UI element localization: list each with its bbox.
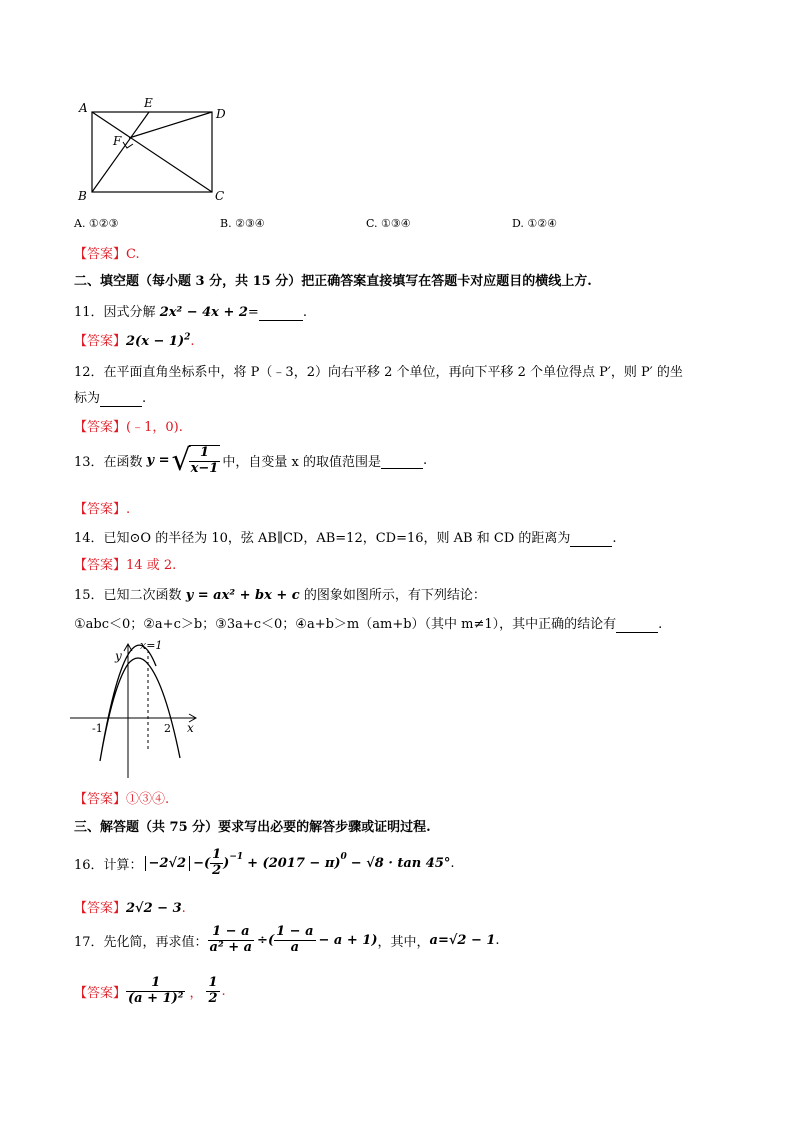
x-label: x — [187, 721, 194, 735]
q11-eq: = — [247, 305, 259, 320]
q16-rest: − √8 · tan 45° — [350, 855, 451, 871]
q17-answer-end: . — [221, 983, 226, 999]
q17-f1-den: a² + a — [209, 939, 253, 955]
q13-end: . — [422, 453, 428, 469]
q17-frac2 — [274, 925, 315, 956]
answer-label: 【答案】 — [74, 420, 127, 435]
q14-blank[interactable] — [570, 531, 612, 547]
q17-answer-f1-den: (a + 1)² — [128, 990, 184, 1006]
q17-value: a=√2 − 1 — [429, 932, 496, 948]
q12-answer: (﹣1，0). — [126, 420, 183, 435]
q13 — [74, 442, 428, 478]
label-f: F — [113, 134, 122, 148]
q16-term2: + (2017 − π) — [247, 855, 341, 871]
answer-label: 【答案】 — [74, 985, 127, 1001]
q17-div: ÷( — [257, 932, 275, 948]
label-b: B — [78, 189, 87, 203]
q11-end: . — [302, 305, 307, 320]
label-a: A — [79, 101, 88, 115]
q14 — [74, 527, 617, 547]
q13-fraction — [189, 445, 221, 477]
q16-exp0: 0 — [340, 852, 347, 862]
q17-answer-frac2 — [206, 976, 219, 1007]
option-d: D. ①②④ — [512, 217, 558, 230]
q12-blank[interactable] — [100, 391, 142, 407]
q11-blank[interactable] — [259, 305, 303, 321]
q16-prefix: 16．计算： — [74, 857, 143, 873]
y-label: y — [115, 649, 122, 663]
q16-abs: −2√2 — [145, 856, 191, 871]
q14-answer-line — [74, 554, 176, 573]
section3-heading: 三、解答题（共 75 分）要求写出必要的解答步骤或证明过程. — [74, 820, 431, 835]
q15-answer: ①③④. — [126, 792, 170, 807]
answer-label: 【答案】 — [74, 502, 127, 517]
option-a: A. ①②③ — [74, 217, 119, 230]
segment-fd — [129, 112, 212, 138]
diagonal-ac — [92, 112, 212, 192]
q15-line1 — [74, 584, 486, 603]
q13-den: x−1 — [190, 460, 219, 476]
q17-tail: − a + 1) — [318, 932, 378, 948]
geometry-figure — [70, 92, 240, 204]
q17-answer-sep: ， — [189, 985, 203, 1001]
q12-line2 — [74, 387, 146, 407]
q11-expr: 2x² − 4x + 2 — [159, 305, 248, 320]
q10-answer-line — [74, 243, 140, 262]
q17-answer-frac1 — [126, 976, 185, 1007]
parabola-graph — [68, 636, 208, 781]
q17-f2-den: a — [290, 939, 300, 955]
q10-answer: C. — [126, 247, 140, 262]
parabola-curve — [100, 645, 180, 761]
answer-label: 【答案】 — [74, 334, 127, 349]
q11-answer: 2(x − 1) — [126, 334, 185, 349]
q12-answer-line — [74, 416, 183, 435]
q17-frac1 — [208, 925, 255, 956]
label-d: D — [216, 107, 226, 121]
answer-label: 【答案】 — [74, 247, 127, 262]
q16-end: . — [450, 855, 455, 871]
q11 — [74, 301, 307, 321]
sqrt-sign: √ — [171, 442, 191, 478]
q13-y: y = — [146, 453, 170, 469]
q13-suffix: 中，自变量 x 的取值范围是 — [222, 455, 381, 471]
q15-expr: y = ax² + bx + c — [185, 588, 300, 603]
tick-neg1: -1 — [92, 722, 103, 735]
section2-heading: 二、填空题（每小题 3 分，共 15 分）把正确答案直接填写在答题卡对应题目的横线上方. — [74, 274, 592, 289]
q16-exp-neg1: −1 — [229, 852, 244, 862]
q17-prefix: 17．先化简，再求值： — [74, 934, 208, 950]
q11-answer-end: . — [190, 334, 195, 349]
q13-blank[interactable] — [381, 453, 423, 469]
q13-answer-line — [74, 498, 130, 517]
q12-line1: 12．在平面直角坐标系中，将 P（﹣3，2）向右平移 2 个单位，再向下平移 2 个单位得点 P′，则 P′ 的坐 — [74, 365, 683, 380]
q16-minus: −( — [193, 855, 211, 871]
q17-answer-f2-num: 1 — [208, 975, 218, 990]
q16-answer: 2√2 − 3 — [126, 901, 182, 916]
q15-prefix: 15．已知二次函数 — [74, 588, 182, 603]
q14-answer: 14 或 2. — [126, 558, 177, 573]
q15-blank[interactable] — [616, 617, 658, 633]
q15-line2-text: ①abc＜0；②a+c＞b；③3a+c＜0；④a+b＞m（am+b）（其中 m≠1），其中正确的结论有 — [74, 617, 617, 632]
q17-end: . — [495, 932, 500, 948]
q14-text: 14．已知⊙O 的半径为 10，弦 AB∥CD，AB=12，CD=16，则 AB 和 CD 的距离为 — [74, 531, 571, 546]
q17-answer-f2-den: 2 — [208, 990, 218, 1006]
label-c: C — [215, 189, 225, 203]
q17-answer-line — [74, 976, 226, 1007]
q13-prefix: 13．在函数 — [74, 455, 143, 471]
q17-answer-f1-num: 1 — [126, 976, 185, 992]
q16-half-num: 1 — [212, 847, 222, 862]
q17 — [74, 925, 500, 956]
option-c: C. ①③④ — [366, 217, 411, 230]
q16 — [74, 848, 455, 879]
q13-answer: . — [126, 502, 131, 517]
q15-answer-line — [74, 788, 169, 807]
q17-f2-num: 1 − a — [276, 924, 314, 939]
segment-be — [92, 112, 149, 192]
q17-where: ，其中， — [377, 934, 430, 950]
symmetry-label: x=1 — [140, 639, 163, 652]
q11-answer-sup: 2 — [184, 332, 191, 343]
q17-f1-num: 1 − a — [208, 925, 255, 941]
answer-label: 【答案】 — [74, 792, 127, 807]
label-e: E — [144, 96, 153, 110]
q16-answer-end: . — [181, 901, 186, 916]
q13-num: 1 — [189, 446, 221, 462]
q12-line2-text: 标为 — [74, 391, 101, 406]
option-b: B. ②③④ — [220, 217, 265, 230]
answer-label: 【答案】 — [74, 901, 127, 916]
q16-close: ) — [223, 855, 230, 871]
q14-end: . — [612, 531, 617, 546]
q12-end: . — [142, 391, 147, 406]
q11-answer-line — [74, 330, 195, 349]
q16-half — [210, 848, 223, 879]
q15-suffix: 的图象如图所示，有下列结论： — [303, 588, 486, 603]
tick-2: 2 — [164, 722, 171, 735]
q15-line2 — [74, 613, 662, 633]
q15-end: . — [658, 617, 663, 632]
q11-prefix: 11．因式分解 — [74, 305, 156, 320]
answer-label: 【答案】 — [74, 558, 127, 573]
q16-half-den: 2 — [212, 862, 222, 878]
q16-answer-line — [74, 897, 186, 916]
